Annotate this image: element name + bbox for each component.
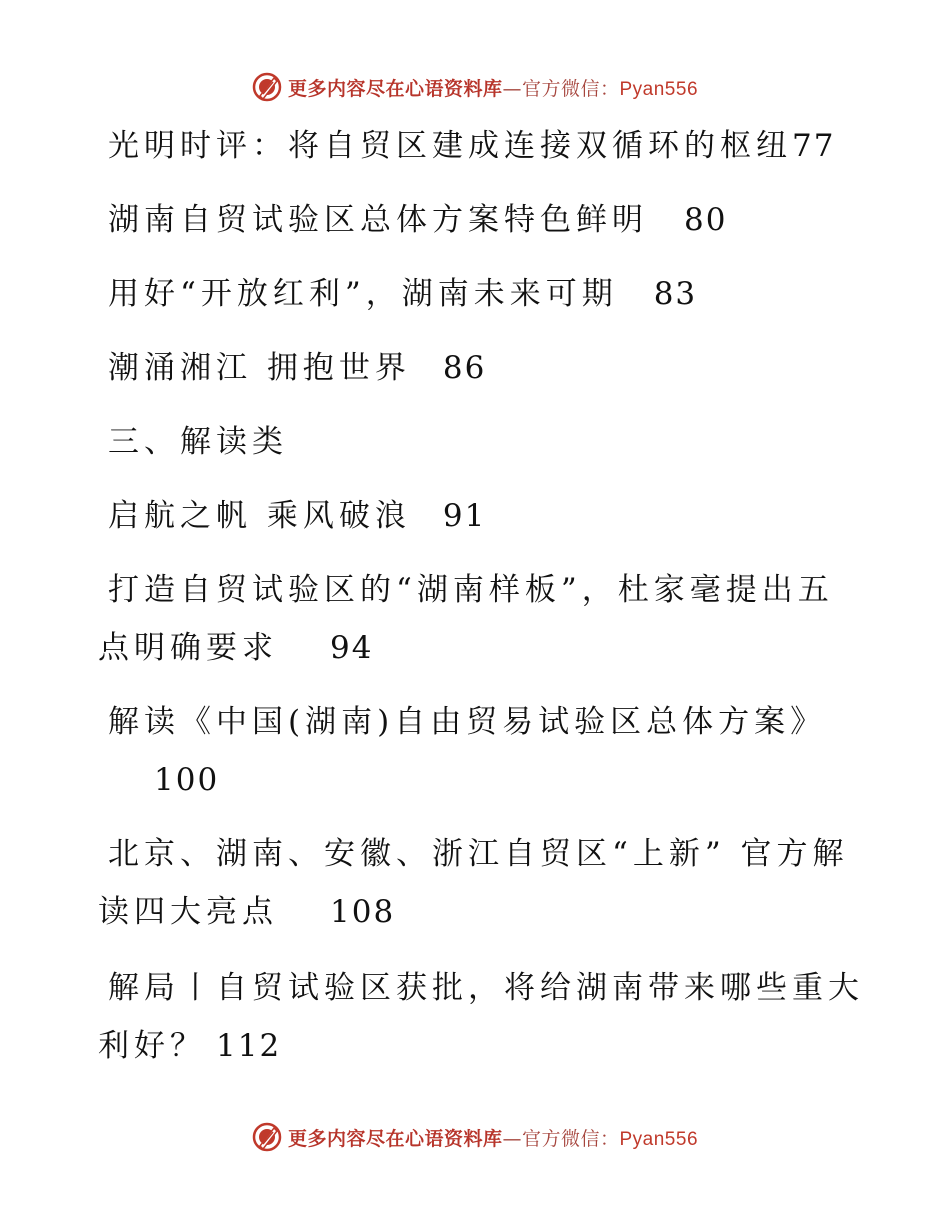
toc-entry-title: 解局丨自贸试验区获批，将给湖南带来哪些重大 <box>108 970 864 1006</box>
toc-entry-line2 <box>98 1028 281 1064</box>
watermark-text <box>288 1124 698 1151</box>
toc-entry-title: 点明确要求 <box>98 630 278 666</box>
toc-entry-page: 94 <box>330 630 374 666</box>
toc-entry-line1 <box>108 572 834 608</box>
toc-entry-page: 80 <box>684 202 728 238</box>
toc-entry-title: 解读《中国(湖南)自由贸易试验区总体方案》 <box>108 704 827 740</box>
toc-entry-line1 <box>108 970 864 1006</box>
watermark-text <box>288 74 698 101</box>
toc-entry-title: 光明时评：将自贸区建成连接双循环的枢纽 <box>108 128 792 164</box>
toc-entry-page: 77 <box>792 128 836 164</box>
toc-entry-line1 <box>108 836 849 872</box>
pen-logo-icon <box>252 72 282 102</box>
toc-entry-title: 打造自贸试验区的“湖南样板”，杜家毫提出五 <box>108 572 834 608</box>
toc-entry-title: 用好“开放红利”，湖南未来可期 <box>108 276 618 312</box>
watermark-top <box>0 72 950 102</box>
toc-section-heading <box>108 424 288 460</box>
toc-entry-line2 <box>98 894 395 930</box>
toc-entry <box>108 350 486 386</box>
toc-entry-line2 <box>154 762 219 798</box>
toc-entry-title: 北京、湖南、安徽、浙江自贸区“上新” 官方解 <box>108 836 849 872</box>
toc-entry-page: 83 <box>653 276 698 312</box>
toc-entry-page: 91 <box>442 498 487 534</box>
toc-entry-title: 湖南自贸试验区总体方案特色鲜明 <box>108 202 648 238</box>
watermark-separator: —官方微信： <box>502 77 620 100</box>
pen-logo-icon <box>252 1122 282 1152</box>
toc-entry-page: 112 <box>216 1028 282 1064</box>
watermark-wechat-id: Pyan556 <box>619 1128 699 1150</box>
toc-entry-title: 读四大亮点 <box>98 894 278 930</box>
toc-entry-line2 <box>98 630 373 666</box>
toc-entry-page: 86 <box>442 350 487 386</box>
toc-entry-page: 100 <box>154 762 220 798</box>
toc-entry-page: 108 <box>330 894 396 930</box>
toc-entry-title: 启航之帆 乘风破浪 <box>108 498 411 534</box>
watermark-wechat-id: Pyan556 <box>619 78 699 100</box>
toc-entry-title: 利好？ <box>98 1028 206 1064</box>
toc-entry <box>108 128 835 164</box>
toc-entry-title: 潮涌湘江 拥抱世界 <box>108 350 411 386</box>
toc-entry-line1 <box>108 704 826 740</box>
toc-entry <box>108 498 486 534</box>
watermark-separator: —官方微信： <box>502 1127 620 1150</box>
toc-section-title: 三、解读类 <box>108 424 288 460</box>
watermark-main: 更多内容尽在心语资料库 <box>287 1127 503 1150</box>
toc-entry <box>108 276 697 312</box>
watermark-main: 更多内容尽在心语资料库 <box>287 77 503 100</box>
toc-entry <box>108 202 727 238</box>
watermark-bottom <box>0 1122 950 1152</box>
